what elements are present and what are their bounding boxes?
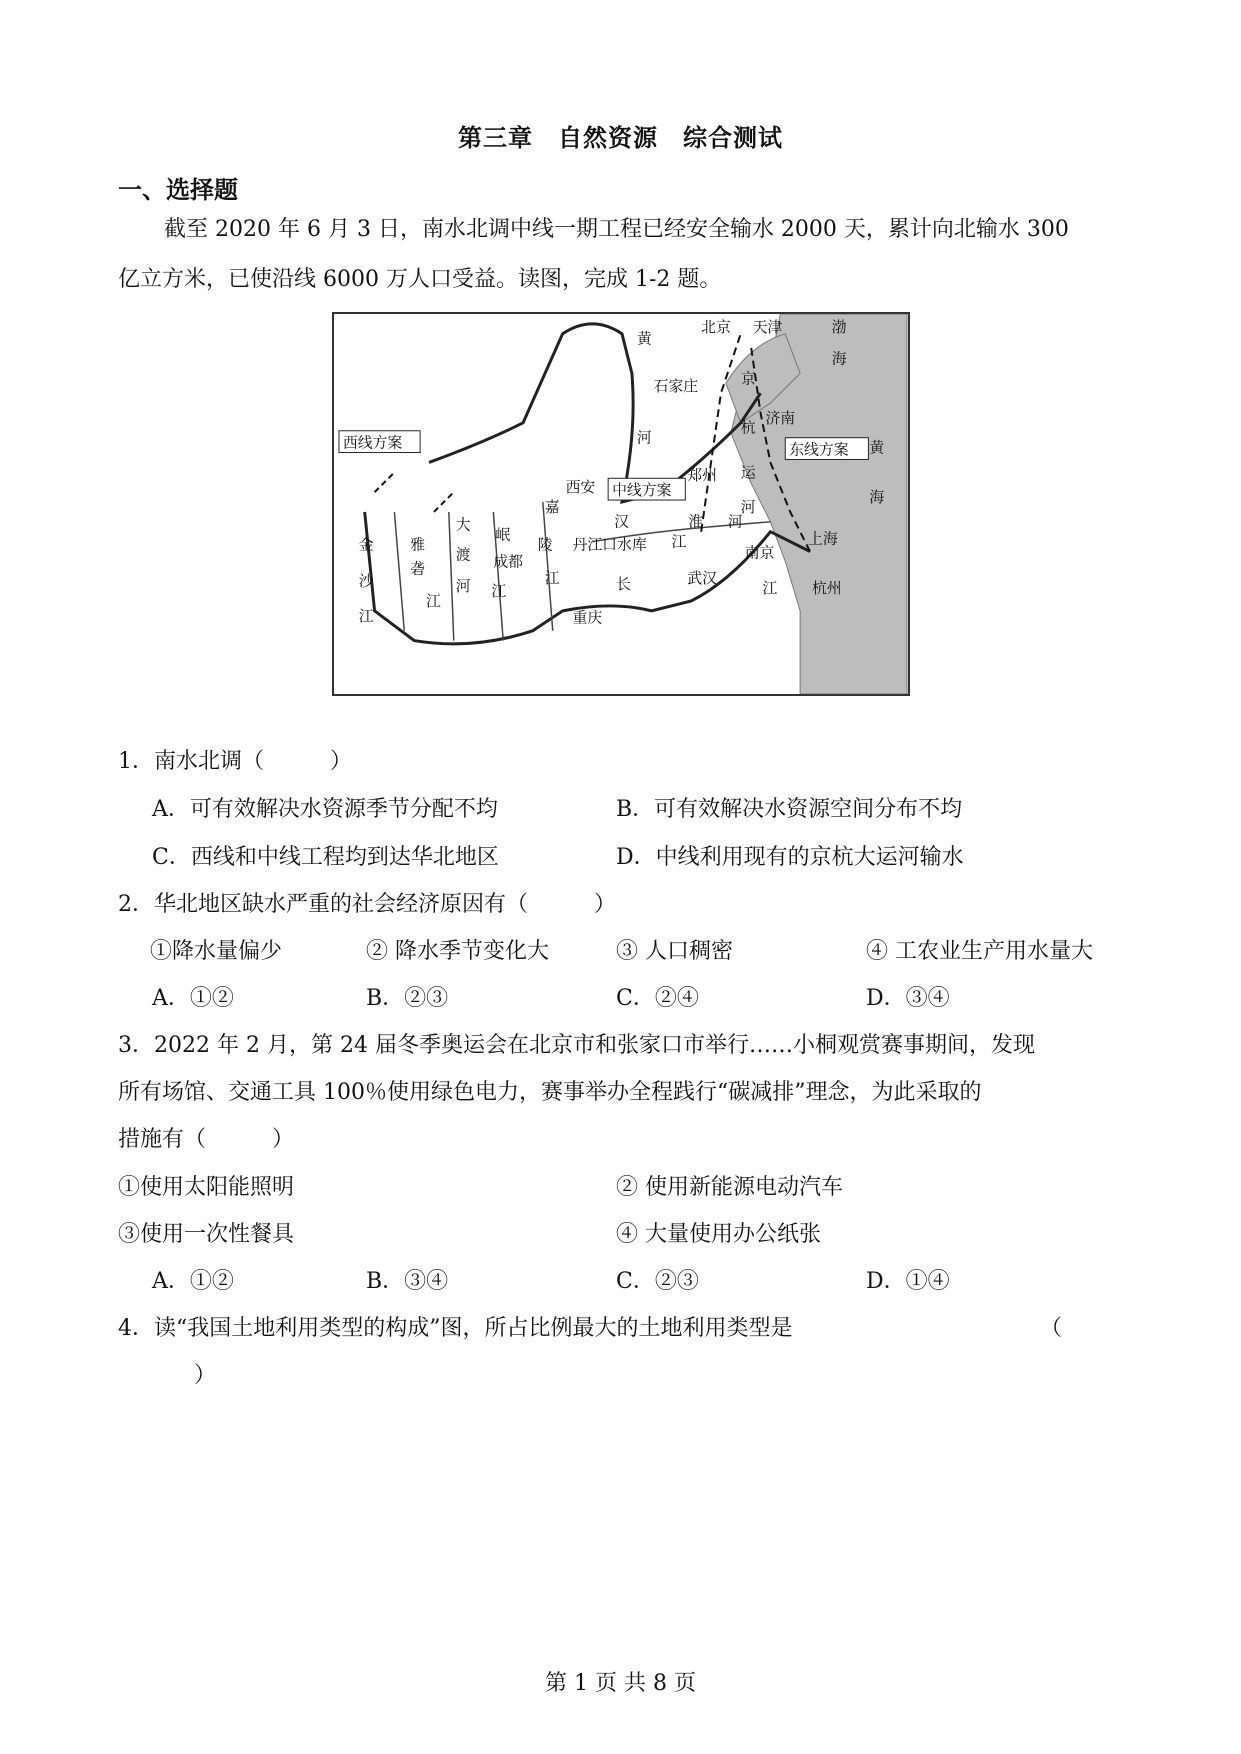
map-label-du: 渡 <box>455 546 471 564</box>
q4-stem: 4．读“我国土地利用类型的构成”图，所占比例最大的土地利用类型是 <box>118 1316 793 1341</box>
map-label-jialing-jiang: 江 <box>544 570 560 588</box>
q3-stem-line-2: 所有场馆、交通工具 100％使用绿色电力，赛事举办全程践行“碳减排”理念，为此采取的 <box>118 1080 982 1105</box>
q3-option-c: C．②③ <box>616 1269 699 1294</box>
map-label-huanghai-1: 黄 <box>869 439 885 457</box>
q3-option-d: D．①④ <box>866 1269 950 1294</box>
map-label-bohai-1: 渤 <box>831 318 847 336</box>
map-label-ling: 陵 <box>537 536 553 554</box>
map-label-hang: 杭 <box>740 419 756 437</box>
q1-stem: 1．南水北调（ ） <box>118 749 352 774</box>
q3-item-2: ② 使用新能源电动汽车 <box>616 1175 843 1200</box>
intro-paragraph <box>118 205 1128 305</box>
q4-paren-close: ） <box>194 1363 217 1388</box>
tributary-4 <box>543 502 553 631</box>
q4-paren-open: （ <box>1040 1316 1063 1341</box>
map-label-wuhan: 武汉 <box>687 570 717 588</box>
map-label-middle-route: 中线方案 <box>612 482 672 500</box>
map-label-yun: 运 <box>740 464 756 482</box>
map-label-yalong-jiang: 江 <box>426 592 441 610</box>
map-label-da: 大 <box>455 516 471 534</box>
map-label-bohai-2: 海 <box>831 350 847 368</box>
q2-item-4: ④ 工农业生产用水量大 <box>866 939 1093 964</box>
map-label-yellow-river-2: 河 <box>636 429 652 447</box>
map-svg <box>334 314 908 694</box>
tributary-2 <box>449 512 454 641</box>
q3-option-b: B．③④ <box>366 1269 449 1294</box>
map-label-jin: 金 <box>358 536 374 554</box>
q3-item-1: ①使用太阳能照明 <box>118 1175 295 1200</box>
map-label-zhengzhou: 郑州 <box>687 467 717 485</box>
map-label-nanjing: 南京 <box>744 544 775 562</box>
map-label-yellow-river-1: 黄 <box>636 330 652 348</box>
tributary-1 <box>394 512 404 631</box>
q2-option-c: C．②④ <box>616 986 699 1011</box>
map-label-danjiangkou: 丹江口水库 <box>572 536 647 554</box>
q2-item-1: ①降水量偏少 <box>150 939 283 964</box>
q1-option-b: B．可有效解决水资源空间分布不均 <box>616 797 963 822</box>
q2-item-2: ② 降水季节变化大 <box>366 939 549 964</box>
map-label-shijiazhuang: 石家庄 <box>653 378 699 396</box>
map-label-jinsha-jiang: 江 <box>358 607 374 625</box>
map-label-hangzhou: 杭州 <box>811 580 842 598</box>
map-label-chengdu: 成都 <box>493 553 524 571</box>
q2-option-a: A．①② <box>152 986 234 1011</box>
map-label-long: 砻 <box>410 560 426 578</box>
map-label-shanghai: 上海 <box>808 530 838 548</box>
map-label-tianjin: 天津 <box>752 318 783 336</box>
map-label-jia: 嘉 <box>544 498 560 516</box>
map-label-changjiang: 江 <box>762 580 778 598</box>
map-label-jing: 京 <box>740 370 756 388</box>
page-footer: 第 1 页 共 8 页 <box>545 1671 696 1696</box>
section-heading: 一、选择题 <box>118 175 238 204</box>
q3-stem-line-3: 措施有（ ） <box>118 1127 295 1152</box>
west-route-line <box>375 472 454 512</box>
map-label-huanghai-2: 海 <box>869 489 885 507</box>
q3-item-4: ④ 大量使用办公纸张 <box>616 1222 821 1247</box>
map-label-huai-river: 河 <box>727 513 743 531</box>
map-label-min-jiang: 江 <box>491 583 507 601</box>
q1-option-a: A．可有效解决水资源季节分配不均 <box>152 797 498 822</box>
map-label-xian: 西安 <box>565 479 596 497</box>
map-label-ya: 雅 <box>410 536 426 554</box>
map-label-dadu-he: 河 <box>455 578 471 596</box>
intro-line-2: 亿立方米，已使沿线 6000 万人口受益。读图，完成 1-2 题。 <box>118 267 722 292</box>
q2-stem: 2．华北地区缺水严重的社会经济原因有（ ） <box>118 892 616 917</box>
map-label-chongqing: 重庆 <box>572 609 603 627</box>
map-label-east-route: 东线方案 <box>789 441 849 459</box>
intro-line-1: 截至 2020 年 6 月 3 日，南水北调中线一期工程已经安全输水 2000 天，累计向北输水 300 <box>164 217 1069 242</box>
map-label-han: 汉 <box>614 513 629 531</box>
map-label-west-route: 西线方案 <box>342 434 403 452</box>
q1-option-c: C．西线和中线工程均到达华北地区 <box>152 845 499 870</box>
q2-option-b: B．②③ <box>366 986 449 1011</box>
q2-option-d: D．③④ <box>866 986 950 1011</box>
map-label-beijing: 北京 <box>701 318 731 336</box>
map-label-jinan: 济南 <box>765 409 796 427</box>
south-north-water-map <box>332 312 910 696</box>
q3-option-a: A．①② <box>152 1269 234 1294</box>
map-label-min: 岷 <box>495 526 511 544</box>
page-title: 第三章 自然资源 综合测试 <box>458 123 783 152</box>
map-label-canal-he: 河 <box>740 498 756 516</box>
q3-item-3: ③使用一次性餐具 <box>118 1222 295 1247</box>
q2-item-3: ③ 人口稠密 <box>616 939 733 964</box>
q1-option-d: D．中线利用现有的京杭大运河输水 <box>616 845 964 870</box>
map-label-sha: 沙 <box>358 573 374 591</box>
q3-stem-line-1: 3．2022 年 2 月，第 24 届冬季奥运会在北京市和张家口市举行……小桐观赏赛事期间，发现 <box>118 1033 1035 1058</box>
map-label-chang: 长 <box>616 576 631 594</box>
map-label-han-jiang: 江 <box>671 533 687 551</box>
map-label-huai: 淮 <box>688 513 704 531</box>
